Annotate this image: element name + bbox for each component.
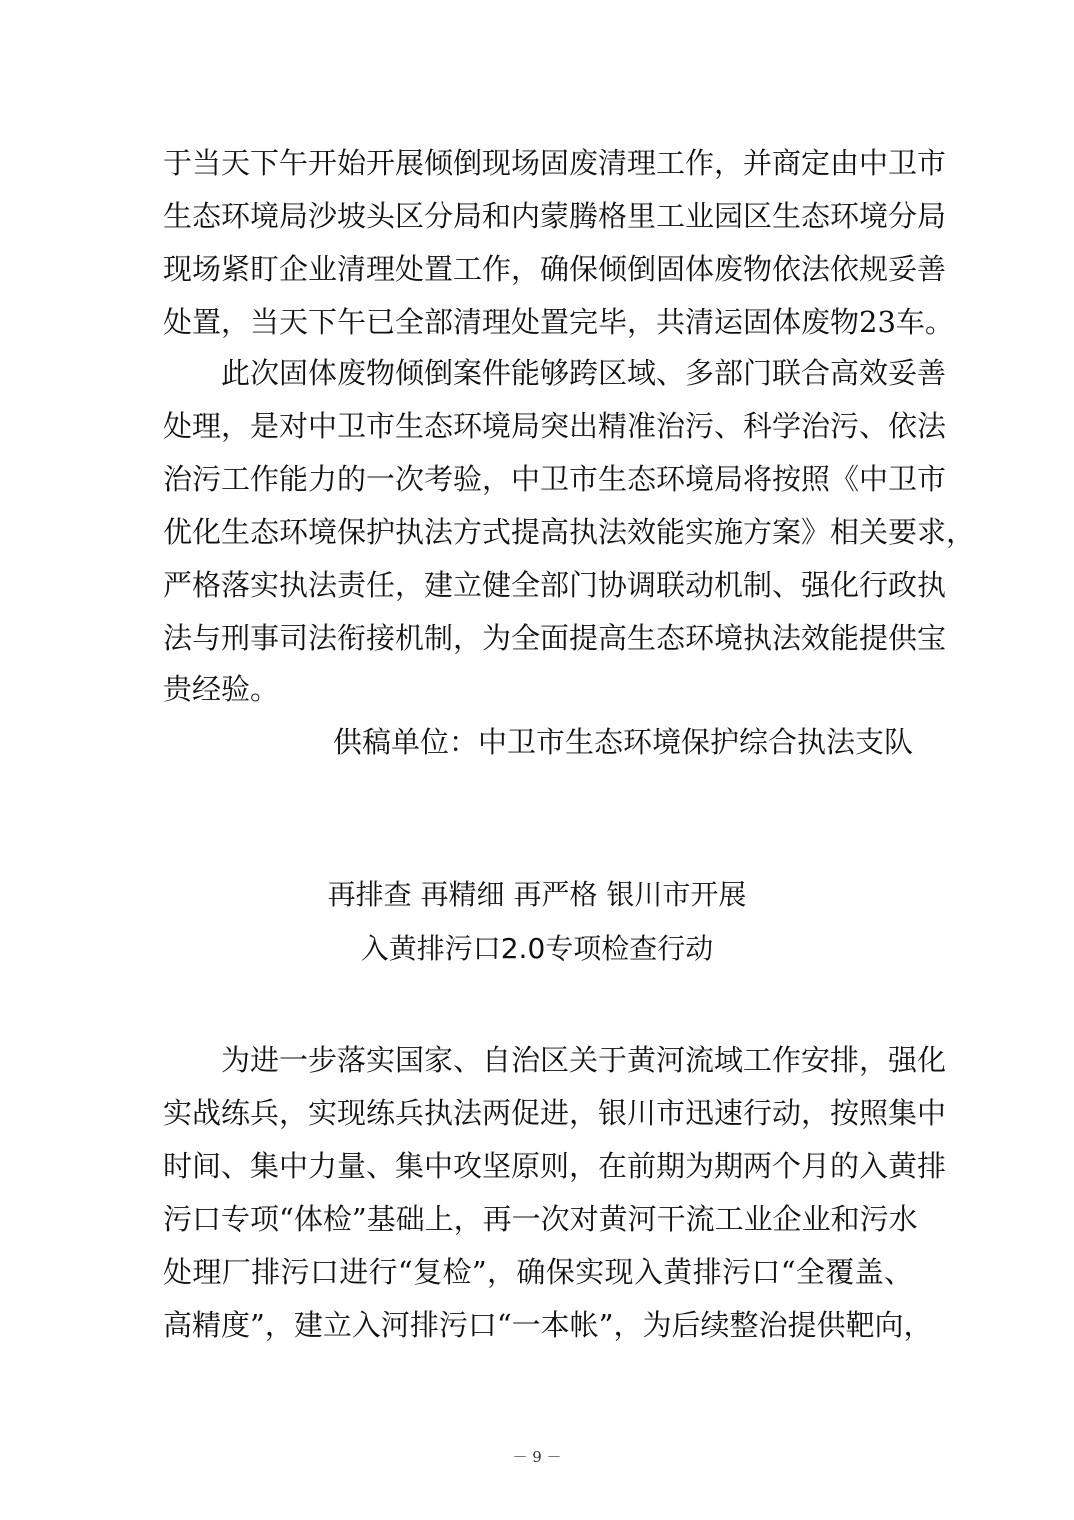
paragraph-line: 高精度”，建立入河排污口“一本帐”，为后续整治提供靶向， xyxy=(163,1308,933,1342)
paragraph-line: 生态环境局沙坡头区分局和内蒙腾格里工业园区生态环境分局 xyxy=(163,199,947,233)
paragraph-line: 现场紧盯企业清理处置工作，确保倾倒固体废物依法依规妥善 xyxy=(163,252,947,286)
paragraph-line: 处理，是对中卫市生态环境局突出精准治污、科学治污、依法 xyxy=(163,409,947,443)
paragraph-line: 处理厂排污口进行“复检”，确保实现入黄排污口“全覆盖、 xyxy=(163,1255,913,1289)
paragraph-line: 污口专项“体检”基础上，再一次对黄河干流工业企业和污水 xyxy=(163,1202,918,1236)
paragraph-line: 此次固体废物倾倒案件能够跨区域、多部门联合高效妥善 xyxy=(221,356,947,390)
paragraph-line: 于当天下午开始开展倾倒现场固废清理工作，并商定由中卫市 xyxy=(163,146,947,180)
paragraph-line: 治污工作能力的一次考验，中卫市生态环境局将按照《中卫市 xyxy=(163,462,947,496)
paragraph-line: 实战练兵，实现练兵执法两促进，银川市迅速行动，按照集中 xyxy=(163,1096,947,1130)
paragraph-line: 为进一步落实国家、自治区关于黄河流域工作安排，强化 xyxy=(221,1043,947,1077)
source-credit: 供稿单位：中卫市生态环境保护综合执法支队 xyxy=(332,725,913,759)
page-number: － 9 － xyxy=(512,1448,562,1466)
paragraph-line: 法与刑事司法衔接机制，为全面提高生态环境执法效能提供宝 xyxy=(163,621,947,655)
paragraph-line: 严格落实执法责任，建立健全部门协调联动机制、强化行政执 xyxy=(163,568,947,602)
paragraph-line: 优化生态环境保护执法方式提高执法效能实施方案》相关要求， xyxy=(163,515,976,549)
paragraph-line: 时间、集中力量、集中攻坚原则，在前期为期两个月的入黄排 xyxy=(163,1149,947,1183)
article-title-line-1: 再排查 再精细 再严格 银川市开展 xyxy=(327,878,747,911)
article-title-line-2: 入黄排污口2.0专项检查行动 xyxy=(360,932,714,965)
paragraph-line: 贵经验。 xyxy=(163,672,280,706)
paragraph-line: 处置，当天下午已全部清理处置完毕，共清运固体废物23车。 xyxy=(163,305,954,339)
